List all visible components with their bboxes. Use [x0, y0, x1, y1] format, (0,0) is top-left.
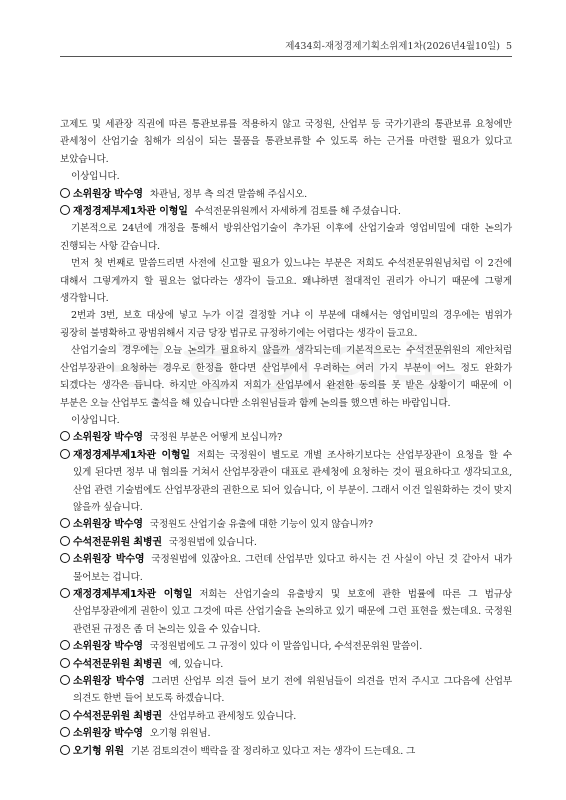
- body-paragraph: 기본적으로 24년에 개정을 통해서 방위산업기술이 추가된 이후에 산업기술과 영업비밀에 대한 논의가 진행되는 사항 같습니다.: [60, 223, 512, 252]
- meeting-info: 제434회-재정경제기획소위제1차(2026년4월10일): [285, 41, 500, 52]
- speech-paragraph: [60, 656, 512, 673]
- speech-paragraph: [60, 186, 512, 203]
- speaker-circle-icon: [60, 658, 70, 668]
- body-paragraph: 이상입니다.: [71, 414, 120, 426]
- speaker-name: 재정경제부제1차관 이형일: [73, 449, 191, 461]
- speaker-circle-icon: [60, 536, 70, 546]
- speaker-circle-icon: [60, 710, 70, 720]
- speaker-name: 소위원장 박수영: [73, 432, 143, 444]
- speaker-circle-icon: [60, 431, 70, 441]
- speech-text: 산업부하고 관세청도 있습니다.: [168, 710, 297, 722]
- speaker-circle-icon: [60, 188, 70, 198]
- speaker-circle-icon: [60, 745, 70, 755]
- speaker-circle-icon: [60, 727, 70, 737]
- speech-text: 국정원도 산업기술 유출에 대한 기능이 있지 않습니까?: [149, 519, 373, 531]
- speech-text: 국정원법에 있습니다.: [168, 536, 257, 548]
- speaker-name: 오기형 위원: [73, 745, 124, 757]
- speech-text: 예, 있습니다.: [168, 658, 224, 670]
- speech-paragraph: [60, 673, 512, 708]
- speech-paragraph: [60, 429, 512, 446]
- speaker-name: 재정경제부제1차관 이형일: [73, 206, 188, 218]
- speech-paragraph: [60, 725, 512, 742]
- running-header: [285, 38, 512, 52]
- speaker-name: 소위원장 박수영: [73, 519, 143, 531]
- body-paragraph: 고제도 및 세관장 직권에 따른 통관보류를 적용하지 않고 국정원, 산업부 등 국가기관의 통관보류 요청에만 관세청이 산업기술 침해가 의심이 되는 물품을 통관보류할 수 있도록 하는 근거를 마련할 필요가 있다고 보았습니다.: [60, 119, 512, 165]
- body-paragraph: 먼저 첫 번째로 말씀드리면 사전에 신고할 필요가 있느냐는 부분은 저희도 수석전문위원님처럼 이 2건에 대해서 그렇게까지 할 필요는 없다라는 생각이 들고요. 왜냐하면 절대적인 권리가 아니기 때문에 그렇게 생각합니다.: [60, 258, 512, 305]
- body-paragraph: 산업기술의 경우에는 오늘 논의가 필요하지 않을까 생각되는데 기본적으로는 수석전문위원의 제안처럼 산업부장관이 요청하는 경우로 한정을 한다면 산업부에서 우려하는 여러 가지 부분이 어느 정도 완화가 되겠다는 생각은 듭니다. 하지만 아직까지 저희가 산업부에서 완전한 동의를 못 받은 상황이기 때문에 이 부분은 오늘 산업부도 출석을 해 있습니다만 소위원님들과 함께 논의를 했으면 하는 바람입니다.: [60, 345, 512, 409]
- speaker-name: 소위원장 박수영: [73, 676, 145, 687]
- speaker-name: 소위원장 박수영: [73, 728, 143, 740]
- transcript-body: [60, 116, 512, 760]
- speech-paragraph: [60, 638, 512, 655]
- speech-paragraph: [60, 534, 512, 551]
- speaker-circle-icon: [60, 518, 70, 528]
- speaker-circle-icon: [60, 675, 70, 685]
- header-rule: [60, 56, 512, 57]
- speaker-name: 소위원장 박수영: [73, 641, 143, 653]
- speech-paragraph: [60, 708, 512, 725]
- speech-text: 수석전문위원께서 자세하게 검토를 해 주셨습니다.: [194, 206, 401, 218]
- speaker-circle-icon: [60, 553, 70, 563]
- speaker-name: 수석전문위원 최병권: [73, 710, 162, 722]
- speaker-name: 수석전문위원 최병권: [73, 658, 162, 670]
- body-paragraph: 2번과 3번, 보호 대상에 넣고 누가 이걸 결정할 거냐 이 부분에 대해서는 영업비밀의 경우에는 범위가 굉장히 불명확하고 광범위해서 지금 당장 법규로 규정하기에는 어렵다는 생각이 들고요.: [60, 310, 512, 339]
- speech-text: 국정원법에도 그 규정이 있다 이 말씀입니다, 수석전문위원 말씀이.: [149, 641, 423, 653]
- speaker-circle-icon: [60, 640, 70, 650]
- speech-text: 저희는 산업기술의 유출방지 및 보호에 관한 법률에 따른 그 법규상 산업부장관에게 권한이 있고 그것에 따른 산업기술을 논의하고 있기 때문에 그런 표현을 썼는데요. 국정원 관련된 규정은 좀 더 논의는 있을 수 있습니다.: [73, 588, 512, 635]
- speech-text: 그러면 산업부 의견 들어 보기 전에 위원님들이 의견을 먼저 주시고 그다음에 산업부 의견도 한번 들어 보도록 하겠습니다.: [73, 676, 512, 705]
- speaker-name: 재정경제부제1차관 이형일: [73, 588, 193, 600]
- speech-paragraph: [60, 743, 512, 760]
- speech-paragraph: [60, 447, 512, 517]
- speaker-circle-icon: [60, 449, 70, 459]
- page-number: 5: [505, 41, 512, 52]
- speech-paragraph: [60, 203, 512, 220]
- speaker-name: 소위원장 박수영: [73, 188, 143, 200]
- speech-text: 국정원법에 있잖아요. 그런데 산업부만 있다고 하시는 건 사실이 아닌 것 같아서 내가 물어보는 겁니다.: [73, 554, 512, 583]
- speech-text: 저희는 국정원이 별도로 개별 조사하기보다는 산업부장관이 요청을 할 수 있게 된다면 정부 내 협의를 거쳐서 산업부장관이 대표로 관세청에 요청하는 것이 필요하다고 생각되고요, 산업 관련 기술법에도 산업부장관의 권한으로 되어 있습니다, 이 부분이. 그래서 이건 일원화하는 것이 맞지 않을까 싶습니다.: [73, 449, 512, 513]
- speaker-circle-icon: [60, 205, 70, 215]
- speech-text: 기본 검토의견이 백락을 잘 정리하고 있다고 저는 생각이 드는데요. 그: [130, 745, 416, 757]
- speaker-name: 수석전문위원 최병권: [73, 536, 162, 548]
- speech-text: 차관님, 정부 측 의견 말씀해 주십시오.: [149, 188, 307, 200]
- speaker-circle-icon: [60, 588, 70, 598]
- speech-text: 국정원 부분은 어떻게 보십니까?: [149, 432, 283, 444]
- speech-paragraph: [60, 516, 512, 533]
- speech-paragraph: [60, 586, 512, 638]
- speech-text: 오기형 위원님.: [149, 728, 211, 740]
- speaker-name: 소위원장 박수영: [73, 554, 145, 566]
- body-paragraph: 이상입니다.: [71, 171, 120, 183]
- speech-paragraph: [60, 551, 512, 586]
